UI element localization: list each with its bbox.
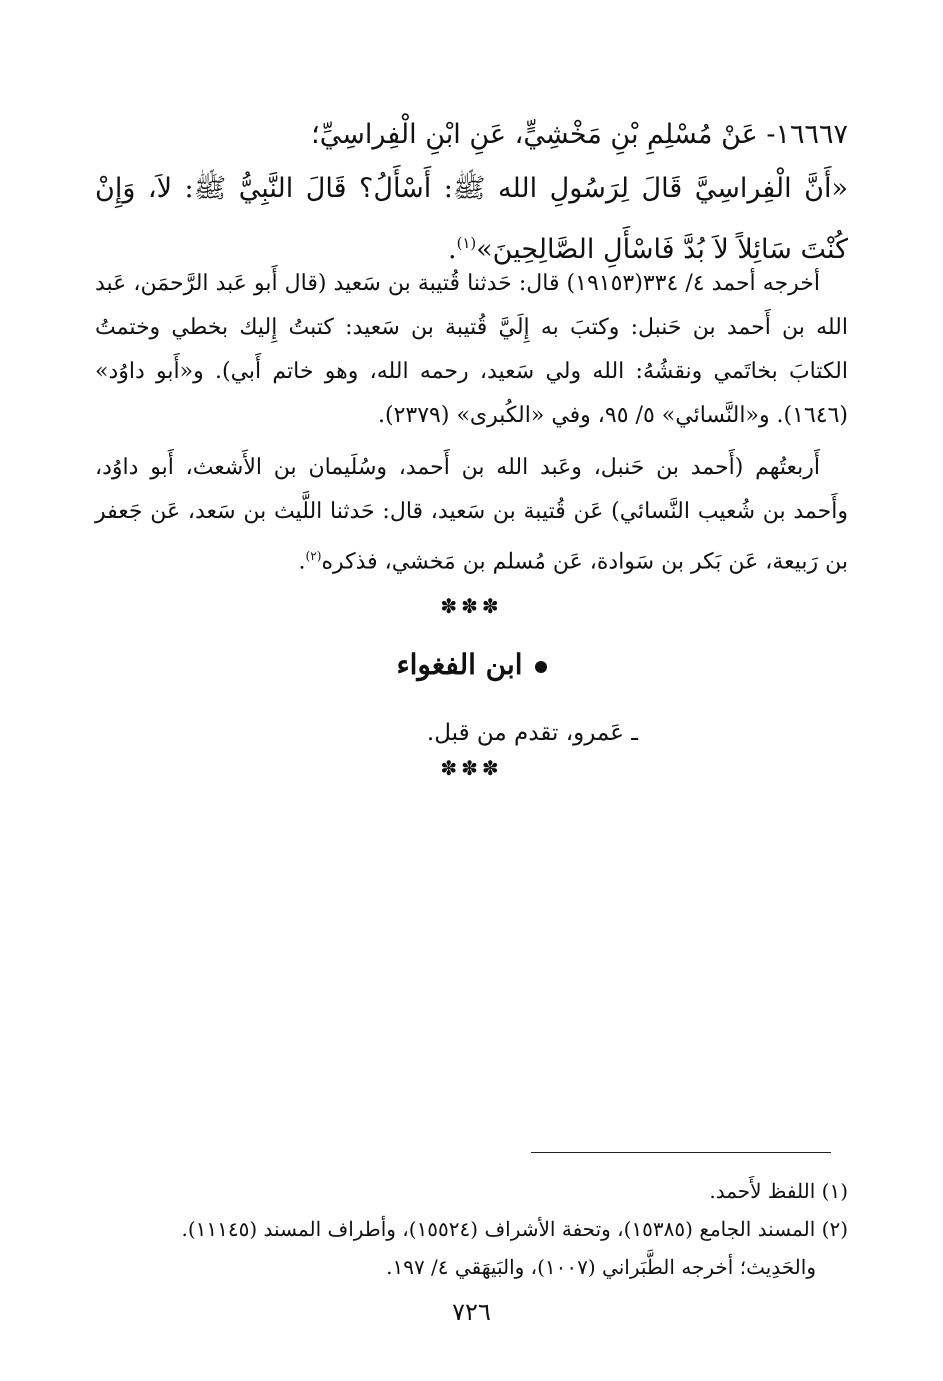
separator-stars-2: ✽✽✽	[440, 756, 503, 780]
section-note: ـ عَمرو، تقدم من قبل.	[426, 720, 638, 746]
takhrij-paragraph-2	[95, 446, 848, 584]
hadith-matn-end: .	[447, 234, 457, 265]
takhrij-paragraph-2-end: .	[298, 549, 306, 575]
footnote-ref-2: (٢)	[305, 549, 322, 563]
section-heading	[0, 648, 943, 681]
page-number: ٧٢٦	[452, 1298, 491, 1326]
takhrij-paragraph-1: أخرجه أحمد ٤/ ٣٣٤(١٩١٥٣) قال: حَدثنا قُتيبة بن سَعيد (قال أَبو عَبد الرَّحمَن، عَبد الله بن أَحمد بن حَنبل: وكتبَ به إِلَيَّ قُتيبة بن سَعيد: كتبتُ إِليك بخطي وختمتُ الكتابَ بخاتَمي ونقشُهُ: الله ولي سَعيد، رحمه الله، وهو خاتم أَبي). و«أَبو داوُد» (١٦٤٦). و«النَّسائي» ٥/ ٩٥، وفي «الكُبرى» (٢٣٧٩).	[95, 271, 848, 428]
footnote-ref-1: (١)	[456, 234, 477, 252]
footnote-divider	[531, 1152, 831, 1153]
takhrij-section	[95, 262, 848, 592]
footnotes	[95, 1172, 848, 1286]
footnote-2: (٢) المسند الجامع (١٥٣٨٥)، وتحفة الأشراف (١٥٥٢٤)، وأطراف المسند (١١١٤٥).	[181, 1217, 848, 1241]
hadith-text	[95, 108, 848, 277]
footnote-1: (١) اللفظ لأَحمد.	[709, 1179, 848, 1203]
hadith-matn-text: «أَنَّ الْفِراسِيَّ قَالَ لِرَسُولِ الله ﷺ: أَسْأَلُ؟ قَالَ النَّبِيُّ ﷺ: لاَ، وَإِنْ كُنْتَ سَائِلاً لاَ بُدَّ فَاسْأَلِ الصَّالِحِينَ»	[95, 173, 848, 265]
hadith-chain: ١٦٦٦٧- عَنْ مُسْلِمِ بْنِ مَخْشِيٍّ، عَنِ ابْنِ الْفِراسِيِّ؛	[311, 119, 848, 150]
section-title: ابن الفغواء	[396, 648, 523, 681]
separator-stars-1: ✽✽✽	[440, 594, 503, 618]
takhrij-paragraph-2-text: أَربعتُهم (أَحمد بن حَنبل، وعَبد الله بن أَحمد، وسُلَيمان بن الأَشعث، أَبو داوُد، وأَحمد بن شُعيب النَّسائي) عَن قُتيبة بن سَعيد، قال: حَدثنا اللَّيث بن سَعد، عَن جَعفر بن رَبيعة، عَن بَكر بن سَوادة، عَن مُسلم بن مَخشي، فذكره	[95, 455, 848, 575]
hadith-matn	[95, 162, 848, 277]
bullet-icon	[535, 661, 547, 673]
footnote-2-continued: والحَدِيث؛ أخرجه الطَّبَراني (١٠٠٧)، والبَيهَقي ٤/ ١٩٧.	[386, 1255, 816, 1279]
